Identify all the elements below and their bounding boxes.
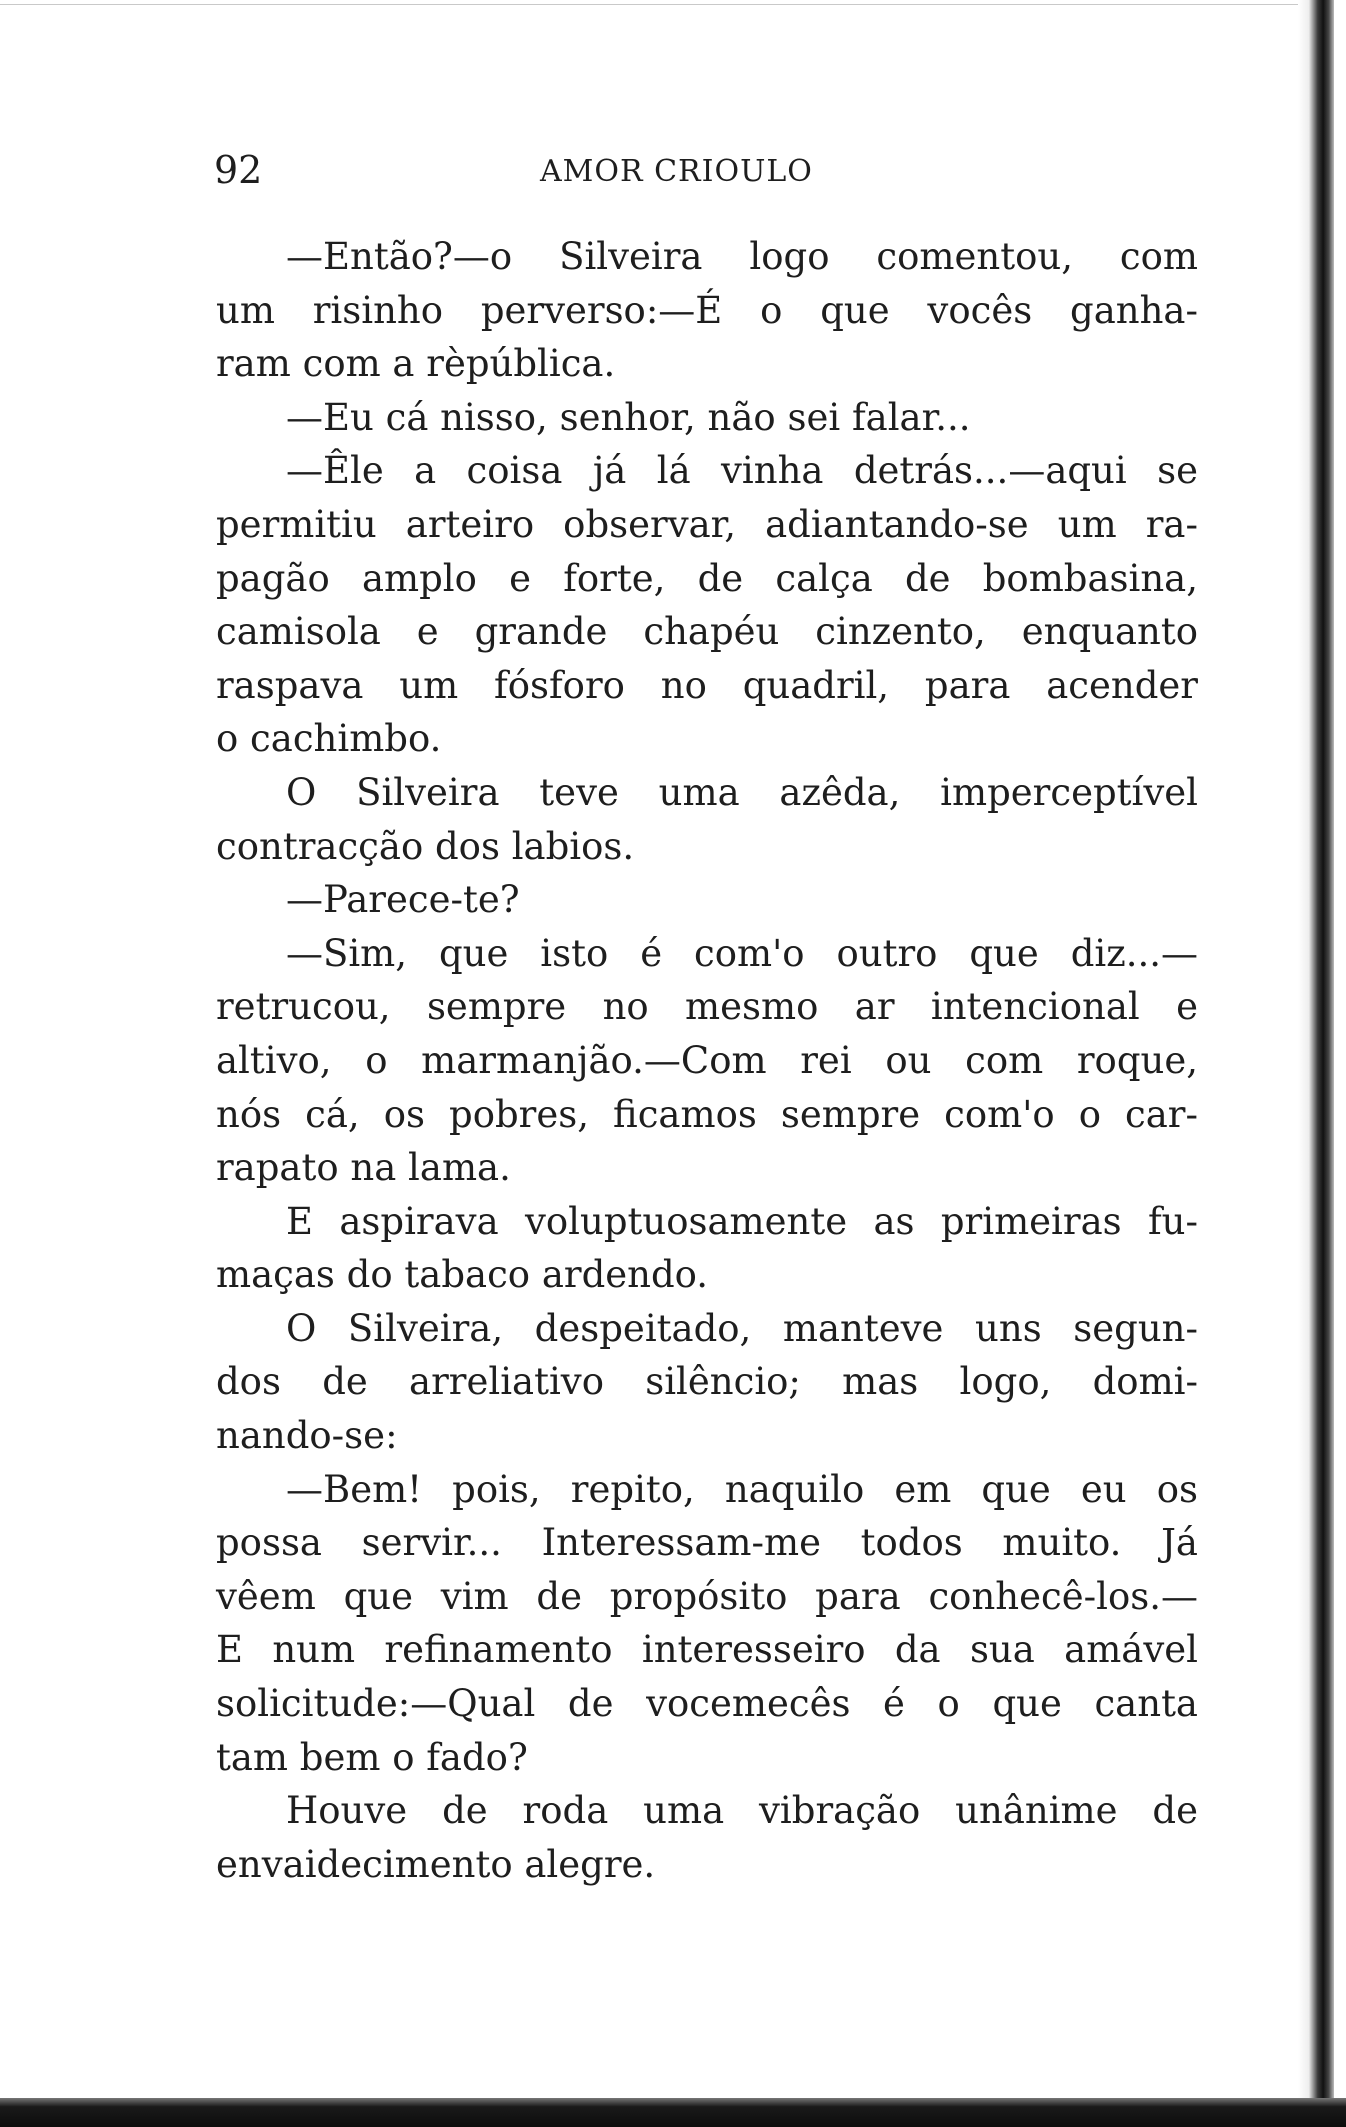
text-line: ram com a rèpública.	[216, 342, 616, 386]
text-line: —Bem! pois, repito, naquilo em que eu os	[286, 1467, 1198, 1511]
text-line: o cachimbo.	[216, 717, 442, 761]
body-text	[216, 230, 1198, 1891]
text-line: um risinho perverso:—É o que vocês ganha-	[216, 288, 1198, 332]
text-line: altivo, o marmanjão.—Com rei ou com roque,	[216, 1038, 1198, 1082]
text-line: —Sim, que isto é com'o outro que diz...—	[286, 931, 1198, 975]
running-title: AMOR CRIOULO	[540, 154, 813, 189]
text-line: tam bem o fado?	[216, 1735, 528, 1779]
text-line: vêem que vim de propósito para conhecê-los.—	[216, 1574, 1198, 1618]
text-line: E num refinamento interesseiro da sua amável	[216, 1628, 1198, 1672]
text-line: raspava um fósforo no quadril, para acender	[216, 663, 1198, 707]
text-line: Houve de roda uma vibração unânime de	[286, 1789, 1198, 1833]
book-spine-edge	[1298, 0, 1334, 2127]
text-line: O Silveira, despeitado, manteve uns segun-	[286, 1306, 1198, 1350]
text-line: O Silveira teve uma azêda, imperceptível	[286, 770, 1198, 814]
text-line: dos de arreliativo silêncio; mas logo, domi-	[216, 1360, 1198, 1404]
page-number: 92	[214, 148, 263, 192]
text-line: contracção dos labios.	[216, 824, 635, 868]
top-edge-rule	[0, 4, 1300, 5]
text-line: —Então?—o Silveira logo comentou, com	[286, 235, 1198, 278]
text-line: —Êle a coisa já lá vinha detrás...—aqui se	[286, 449, 1198, 493]
text-line: camisola e grande chapéu cinzento, enquanto	[216, 610, 1198, 654]
text-line: rapato na lama.	[216, 1146, 511, 1190]
page-bottom-edge	[0, 2098, 1346, 2127]
text-line: nós cá, os pobres, ficamos sempre com'o o car-	[216, 1092, 1198, 1136]
text-line: envaidecimento alegre.	[216, 1842, 656, 1886]
text-line: maças do tabaco ardendo.	[216, 1253, 709, 1297]
text-line: pagão amplo e forte, de calça de bombasina,	[216, 556, 1198, 600]
text-line: —Parece-te?	[286, 878, 520, 922]
text-line: possa servir... Interessam-me todos muito. Já	[216, 1521, 1198, 1565]
text-line: permitiu arteiro observar, adiantando-se um ra-	[216, 502, 1198, 546]
text-line: E aspirava voluptuosamente as primeiras fu-	[286, 1199, 1198, 1243]
text-line: nando-se:	[216, 1414, 398, 1458]
text-line: solicitude:—Qual de vocemecês é o que canta	[216, 1682, 1198, 1726]
text-line: —Eu cá nisso, senhor, não sei falar...	[286, 395, 971, 439]
text-line: retrucou, sempre no mesmo ar intencional e	[216, 985, 1198, 1029]
